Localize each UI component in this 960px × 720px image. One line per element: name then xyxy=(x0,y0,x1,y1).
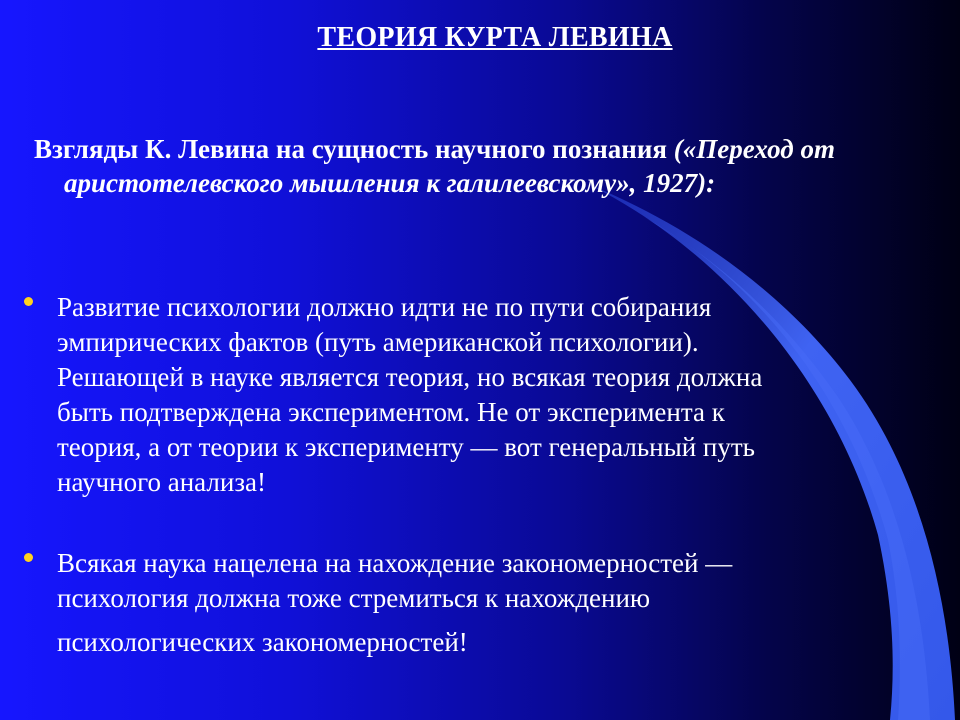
bullet-dot-icon xyxy=(24,297,33,306)
bullet-line: теория, а от теории к эксперименту — вот генеральный путь xyxy=(57,432,755,462)
bullet-line: быть подтверждена экспериментом. Не от эксперимента к xyxy=(57,397,725,427)
bullet-line: психология должна тоже стремиться к нахождению xyxy=(57,583,651,613)
bullet-line: научного анализа! xyxy=(57,467,266,497)
bullet-line: Всякая наука нацелена на нахождение закономерностей — xyxy=(57,548,733,578)
bullet-line: Решающей в науке является теория, но всякая теория должна xyxy=(57,362,763,392)
bullet-dot-icon xyxy=(24,553,33,562)
bullet-line: Развитие психологии должно идти не по пути собирания xyxy=(57,292,712,322)
slide-subtitle xyxy=(34,132,960,200)
bullet-text xyxy=(57,546,917,660)
bullet-text xyxy=(57,290,917,500)
bullet-line: эмпирических фактов (путь американской психологии). xyxy=(57,327,699,357)
bullet-line: психологических закономерностей! xyxy=(57,627,468,657)
subtitle-quote: («Переход от аристотелевского мышления к галилеевскому», 1927): xyxy=(64,134,835,198)
slide-title: ТЕОРИЯ КУРТА ЛЕВИНА xyxy=(317,22,673,53)
subtitle-text: Взгляды К. Левина на сущность научного познания xyxy=(34,134,674,164)
